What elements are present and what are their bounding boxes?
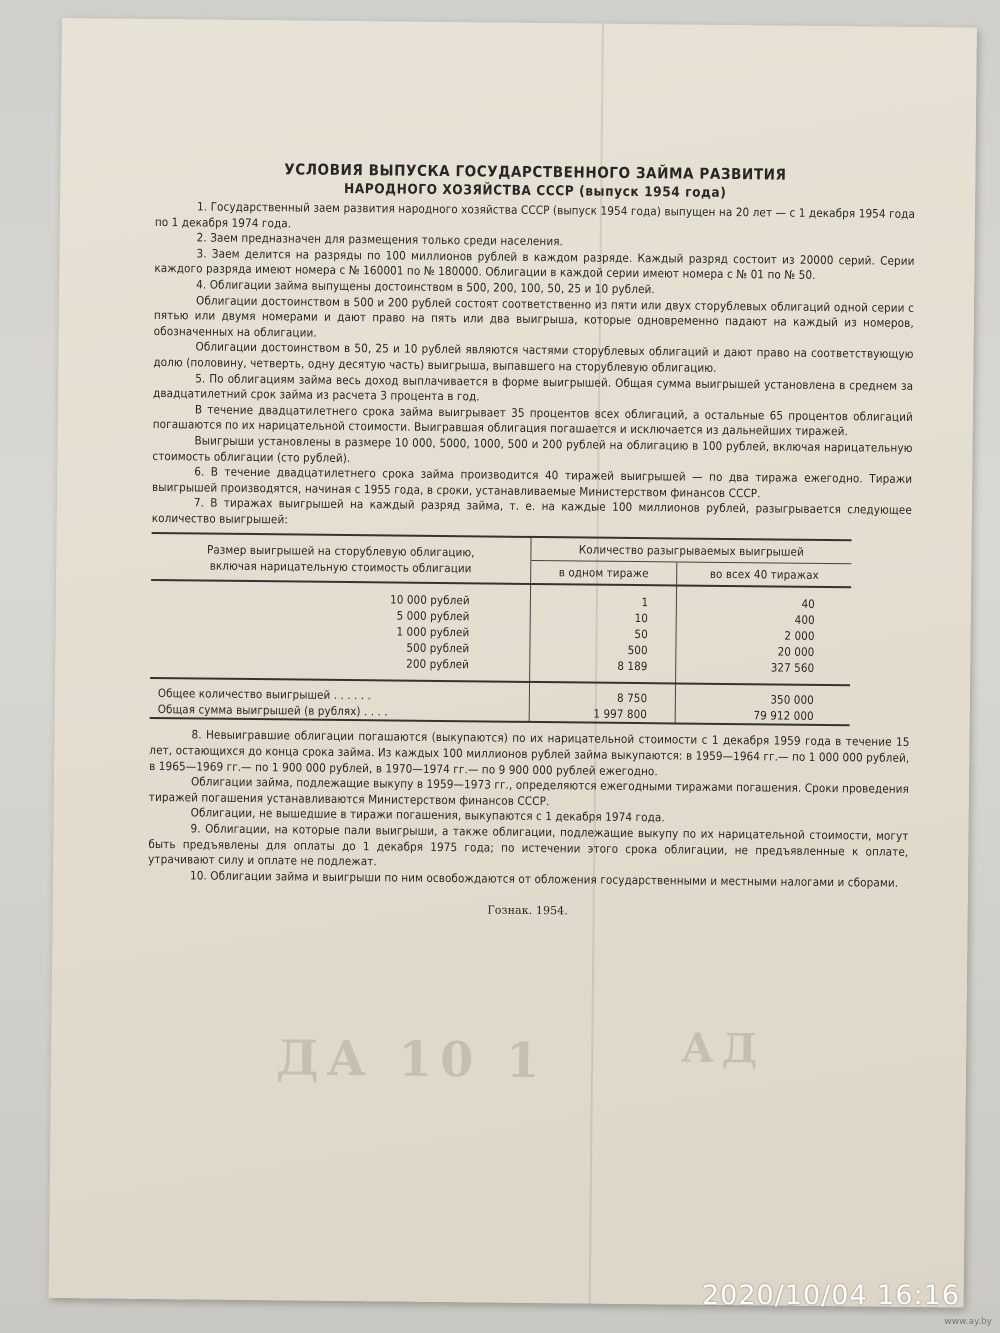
clause-4-par-3: Облигации достоинством в 50, 25 и 10 рублей являются частями сторублевых облигаций и дают право на соответствующую долю (половину, четверть, одну десятую часть) выигрыша, выпавшего на сторублевую облигацию. bbox=[153, 339, 914, 375]
group-count-header: Количество разыгрываемых выигрышей bbox=[531, 537, 852, 564]
clause-9: 9. Облигации, на которые пали выигрыши, а также облигации, подлежащие выкупу по их нарицательной стоимости, могут быть предъявлены для оплаты до 1 декабря 1975 года; по истечении этого срока облигации, не предъявленные к оплате, утрачивают силу и оплате не подлежат. bbox=[148, 821, 909, 869]
count-all-draws: 2 000 bbox=[676, 627, 850, 645]
title-line-1: УСЛОВИЯ ВЫПУСКА ГОСУДАРСТВЕННОГО ЗАЙМА РАЗВИТИЯ bbox=[284, 160, 787, 184]
col-size-header bbox=[151, 533, 531, 584]
clause-4: 4. Облигации займа выпущены достоинством в 500, 200, 100, 50, 25 и 10 рублей. bbox=[196, 277, 655, 297]
col-one-draw-header: в одном тираже bbox=[530, 561, 677, 586]
count-all-draws: 327 560 bbox=[676, 659, 850, 677]
total-count-label: Общее количество выигрышей . . . . . . bbox=[157, 686, 372, 703]
total-sum-all-draws: 79 912 000 bbox=[675, 707, 849, 726]
clause-8-par-3: Облигации, не вышедшие в тиражи погашения, выкупаются с 1 декабря 1974 года. bbox=[190, 805, 665, 825]
count-all-draws: 400 bbox=[676, 611, 850, 629]
count-one-draw: 10 bbox=[530, 609, 677, 627]
count-one-draw: 500 bbox=[530, 641, 677, 659]
col-size-header-line-2: включая нарицательную стоимость облигации bbox=[209, 558, 472, 576]
clause-8-par-2: Облигации займа, подлежащие выкупу в 1959—1973 гг., определяются ежегодными тиражами погашения. Сроки проведения тиражей погашения устанавливаются Министерством финансов СССР. bbox=[148, 774, 910, 808]
clause-7: 7. В тиражах выигрышей на каждый разряд займа, т. е. на каждые 100 миллионов рублей, разыгрывается следующее количество выигрышей: bbox=[151, 495, 912, 527]
document-title bbox=[155, 159, 915, 205]
clause-8: 8. Невыигравшие облигации погашаются (выкупаются) по их нарицательной стоимости с 1 декабря 1959 года в течение 15 лет, остающихся до конца срока займа. Из каждых 100 миллионов рублей займа выкупаются: в 1959—1964 гг.— по 1 000 000 рублей, в 1965—1969 гг.— по 1 900 000 рублей, в 1970—1974 гг.— по 9 900 000 рублей ежегодно. bbox=[149, 727, 910, 778]
prize-size: 200 рублей bbox=[406, 657, 470, 672]
count-all-draws: 20 000 bbox=[676, 643, 850, 661]
title-line-2: НАРОДНОГО ХОЗЯЙСТВА СССР (выпуск 1954 года) bbox=[343, 180, 727, 201]
prize-size: 5 000 рублей bbox=[396, 609, 470, 624]
document-body bbox=[148, 159, 916, 923]
winnings-table bbox=[150, 532, 852, 726]
photo-timestamp: 2020/10/04 16:16 bbox=[701, 1280, 960, 1311]
total-sum-one-draw: 1 997 800 bbox=[529, 705, 676, 724]
clause-5-par-2: В течение двадцатилетнего срока займа выигрывает 35 процентов всех облигаций, а остальные 65 процентов облигаций погашаются по их нарицательной стоимости. Выигравшая облигация погашается и исключается из дальнейших тиражей. bbox=[152, 402, 913, 439]
bond-document-sheet bbox=[49, 18, 977, 1308]
count-one-draw: 1 bbox=[530, 593, 677, 611]
printer-mark: Гознак. 1954. bbox=[487, 903, 568, 918]
prize-size: 10 000 рублей bbox=[390, 592, 470, 608]
prize-size: 500 рублей bbox=[406, 641, 470, 656]
prize-size: 1 000 рублей bbox=[396, 625, 470, 640]
clause-5: 5. По облигациям займа весь доход выплачивается в форме выигрышей. Общая сумма выигрышей установлена в среднем за двадцатилетний срок займа из расчета 3 процента в год. bbox=[153, 370, 914, 404]
clause-4-par-2: Облигации достоинством в 500 и 200 рублей состоят соответственно из пяти или двух сторублевых облигаций одной серии с пятью или двумя номерами и дают право на пять или два выигрыша, которые одновременно падают на каждый из номеров, обозначенных на облигации. bbox=[153, 292, 915, 340]
clause-5-par-3: Выигрыши установлены в размере 10 000, 5000, 1000, 500 и 200 рублей на облигацию в 100 рублей, включая нарицательную стоимость облигации (сто рублей). bbox=[152, 433, 913, 465]
bleed-through-letters: АД bbox=[681, 1024, 766, 1073]
total-sum-label: Общая сумма выигрышей (в рублях) . . . . bbox=[157, 702, 388, 719]
col-all-draws-header: во всех 40 тиражах bbox=[677, 562, 851, 587]
clause-10: 10. Облигации займа и выигрыши по ним освобождаются от обложения государственными и местными налогами и сборами. bbox=[189, 868, 899, 890]
clause-1: 1. Государственный заем развития народного хозяйства СССР (выпуск 1954 года) выпущен на 20 лет — с 1 декабря 1954 года по 1 декабря 1974 года. bbox=[154, 199, 916, 231]
clause-6: 6. В течение двадцатилетнего срока займа производится 40 тиражей выигрышей — по два тиража ежегодно. Тиражи выигрышей производятся, начиная с 1955 года, в сроки, устанавливаемые Министерством финансов СССР. bbox=[152, 464, 913, 501]
clause-3: 3. Заем делится на разряды по 100 миллионов рублей в каждом разряде. Каждый разряд состоит из 20000 серий. Серии каждого разряда имеют номера с № 160001 по № 180000. Облигации в каждой серии имеют номера с № 01 по № 50. bbox=[154, 246, 915, 283]
total-count-all-draws: 350 000 bbox=[676, 684, 850, 709]
count-one-draw: 8 189 bbox=[529, 657, 676, 675]
count-all-draws: 40 bbox=[677, 595, 851, 613]
col-size-header-line-1: Размер выигрышей на сторублевую облигацию, bbox=[206, 542, 475, 560]
clause-2: 2. Заем предназначен для размещения только среди населения. bbox=[196, 230, 564, 249]
count-one-draw: 50 bbox=[530, 625, 677, 643]
site-watermark: www.ay.by bbox=[944, 1317, 992, 1327]
total-count-one-draw: 8 750 bbox=[529, 682, 676, 707]
bleed-through-serial: ДА 10 1 bbox=[275, 1030, 548, 1090]
